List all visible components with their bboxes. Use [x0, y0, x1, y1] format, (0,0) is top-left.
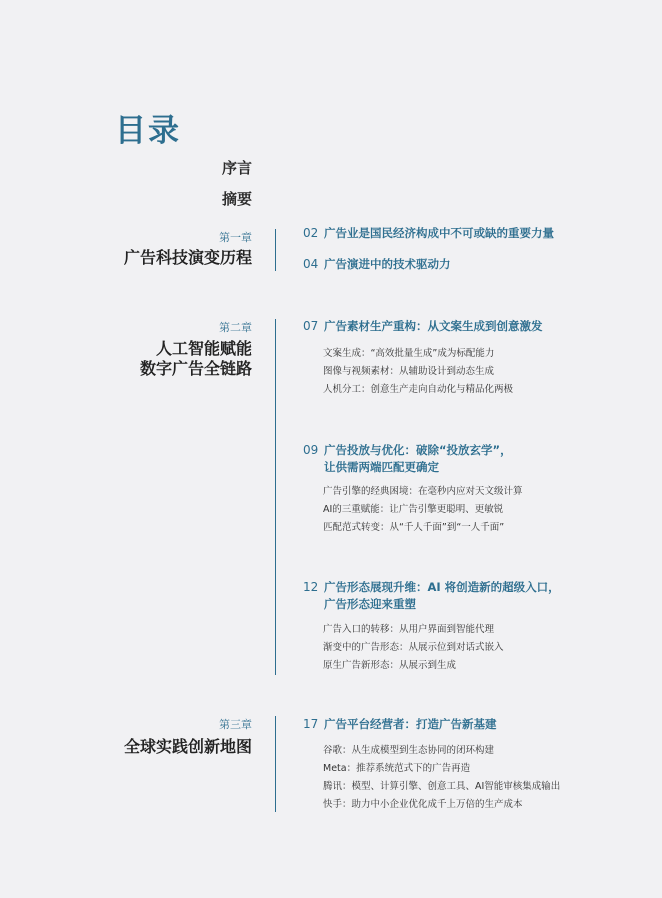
- page-number: 02: [303, 226, 319, 240]
- toc-section[interactable]: [303, 318, 603, 335]
- toc-section[interactable]: [303, 442, 603, 476]
- chapter-title-line: 全球实践创新地图: [123, 737, 252, 756]
- chapter-divider: [275, 716, 276, 812]
- section-title-line: 广告投放与优化：破除“投放玄学”，: [324, 443, 512, 457]
- subsection-item[interactable]: 人机分工：创意生产走向自动化与精品化两极: [323, 384, 514, 395]
- page-number: 07: [303, 319, 319, 333]
- subsection-item[interactable]: 谷歌：从生成模型到生态协同的闭环构建: [323, 745, 495, 756]
- subsection-item[interactable]: 渐变中的广告形态：从展示位到对话式嵌入: [323, 642, 504, 653]
- chapter-label: 第一章: [219, 231, 252, 244]
- section-title: 广告平台经营者：打造广告新基建: [324, 717, 497, 731]
- toc-item-abstract[interactable]: 摘要: [221, 190, 252, 208]
- subsection-list: [323, 621, 623, 675]
- page-number: 09: [303, 443, 319, 457]
- subsection-item[interactable]: 快手：助力中小企业优化成千上万倍的生产成本: [323, 799, 523, 810]
- subsection-item[interactable]: Meta：推荐系统范式下的广告再造: [323, 763, 471, 774]
- subsection-list: [323, 742, 623, 814]
- chapter-label: 第三章: [219, 718, 252, 731]
- section-title: 广告演进中的技术驱动力: [324, 257, 451, 271]
- subsection-item[interactable]: 匹配范式转变：从“千人千面”到“一人千面”: [323, 522, 505, 533]
- toc-section[interactable]: [303, 256, 603, 273]
- chapter-title[interactable]: [32, 248, 252, 268]
- subsection-item[interactable]: 广告引擎的经典困境：在毫秒内应对天文级计算: [323, 486, 523, 497]
- section-title: 广告业是国民经济构成中不可或缺的重要力量: [324, 226, 554, 240]
- subsection-item[interactable]: 原生广告新形态：从展示到生成: [323, 660, 457, 671]
- subsection-item[interactable]: 腾讯：模型、计算引擎、创意工具、AI智能审核集成输出: [323, 781, 561, 792]
- chapter-title[interactable]: [32, 737, 252, 757]
- subsection-item[interactable]: AI的三重赋能：让广告引擎更聪明、更敏锐: [323, 504, 504, 515]
- subsection-list: [323, 483, 623, 537]
- subsection-item[interactable]: 文案生成：“高效批量生成”成为标配能力: [323, 348, 495, 359]
- chapter-title-line: 人工智能赋能: [155, 339, 252, 358]
- toc-section[interactable]: [303, 225, 603, 242]
- section-title-line: 让供需两端匹配更确定: [324, 460, 439, 474]
- chapter-title-line: 广告科技演变历程: [123, 248, 252, 267]
- page-number: 04: [303, 257, 319, 271]
- subsection-item[interactable]: 广告入口的转移：从用户界面到智能代理: [323, 624, 495, 635]
- subsection-item[interactable]: 图像与视频素材：从辅助设计到动态生成: [323, 366, 495, 377]
- chapter-label: 第二章: [219, 321, 252, 334]
- subsection-list: [323, 345, 623, 399]
- toc-section[interactable]: [303, 579, 603, 613]
- chapter-title[interactable]: [32, 339, 252, 379]
- page-number: 12: [303, 580, 319, 594]
- page-number: 17: [303, 717, 319, 731]
- page-title: 目录: [115, 113, 181, 149]
- section-title-line: 广告形态迎来重塑: [324, 597, 416, 611]
- chapter-title-line: 数字广告全链路: [139, 359, 252, 378]
- chapter-divider: [275, 229, 276, 271]
- section-title: 广告素材生产重构：从文案生成到创意激发: [324, 319, 543, 333]
- toc-item-preface[interactable]: 序言: [221, 159, 252, 177]
- chapter-divider: [275, 319, 276, 675]
- toc-section[interactable]: [303, 716, 603, 733]
- section-title-line: 广告形态展现升维：AI 将创造新的超级入口，: [324, 580, 560, 594]
